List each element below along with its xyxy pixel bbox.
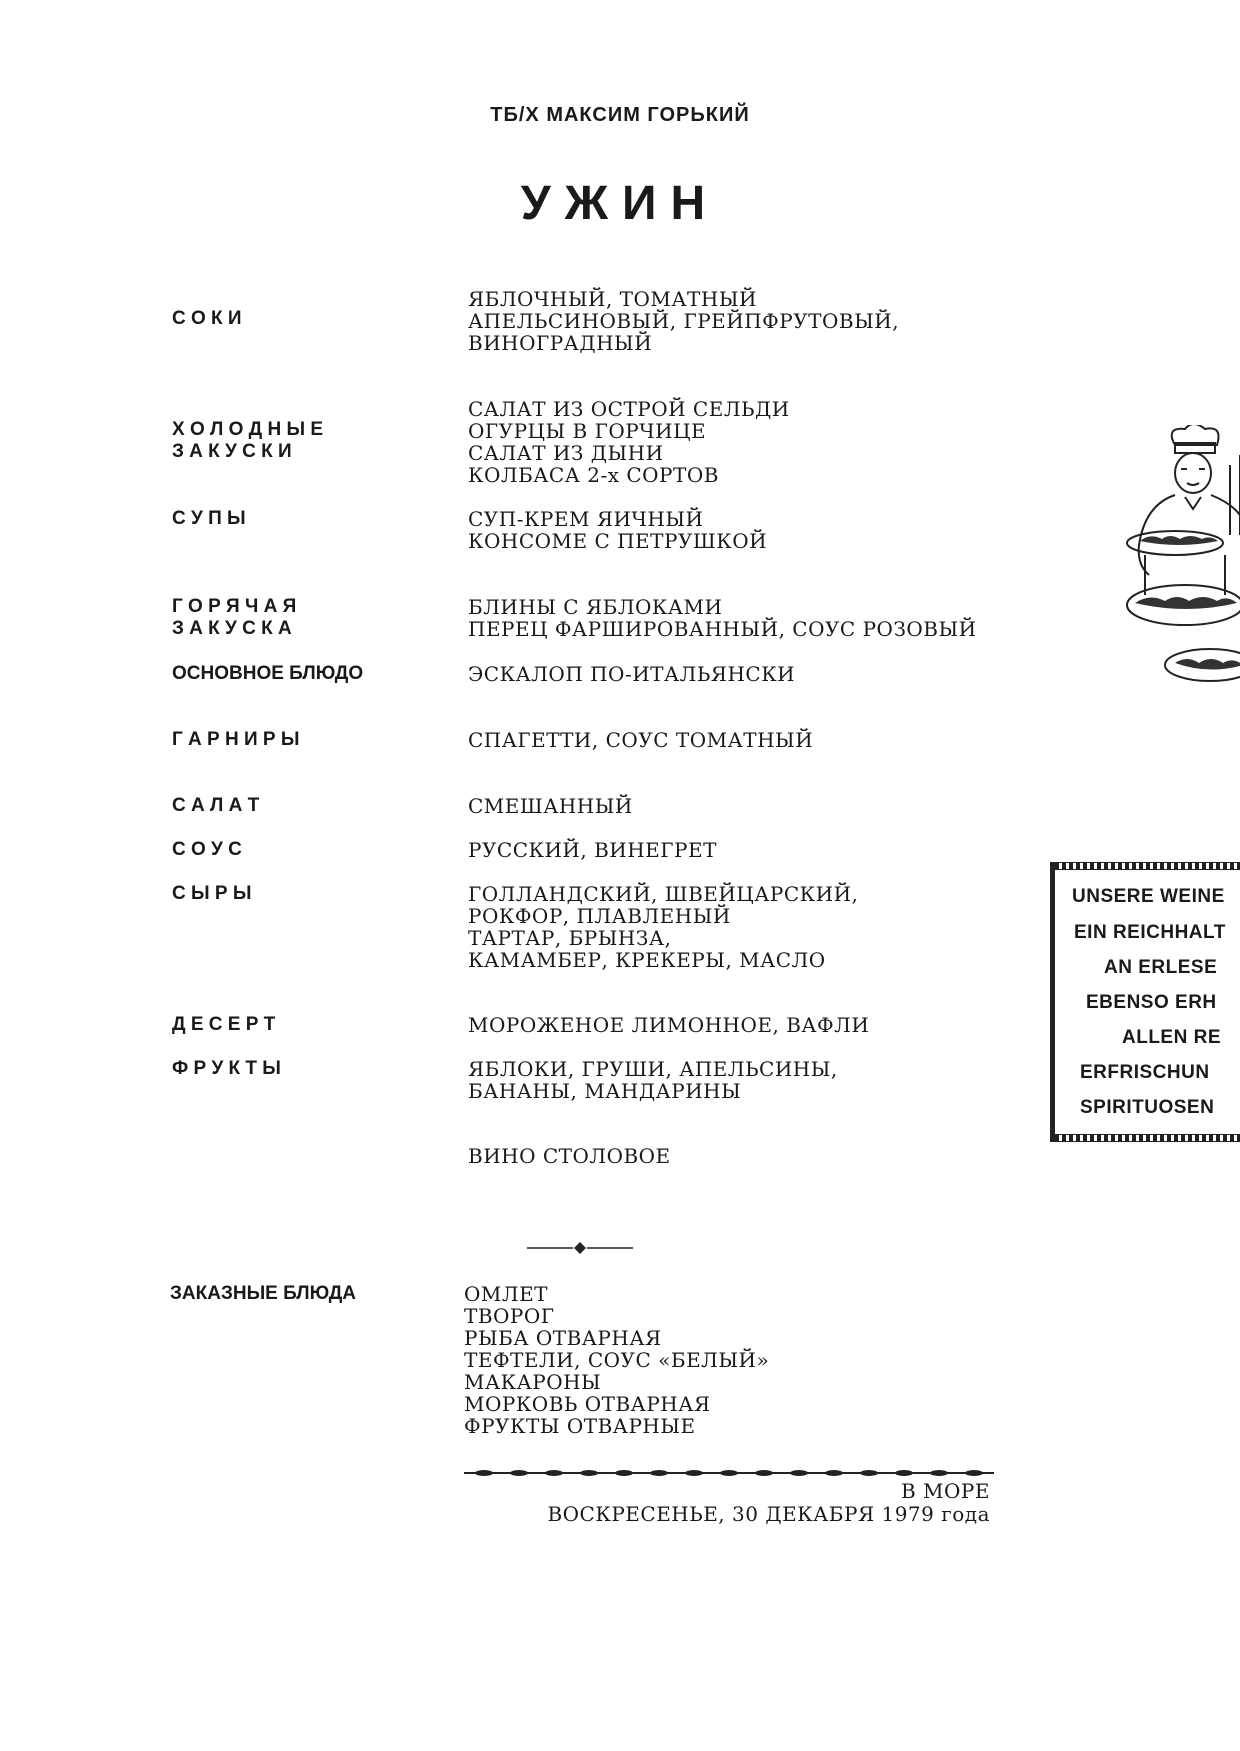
section-label-cold-appetizers: Х О Л О Д Н Ы Е З А К У С К И bbox=[172, 419, 324, 462]
menu-item: ЯБЛОЧНЫЙ, ТОМАТНЫЙ bbox=[468, 287, 757, 311]
section-items-salad bbox=[468, 795, 1028, 817]
menu-item: КОЛБАСА 2-х СОРТОВ bbox=[468, 463, 719, 487]
section-items-main-course bbox=[468, 663, 1028, 685]
menu-item: ЯБЛОКИ, ГРУШИ, АПЕЛЬСИНЫ, bbox=[468, 1057, 838, 1081]
menu-item: ВИНОГРАДНЫЙ bbox=[468, 331, 653, 355]
section-label-hot-appetizer: Г О Р Я Ч А Я З А К У С К А bbox=[172, 596, 297, 639]
footer-location: В МОРЕ bbox=[901, 1479, 990, 1503]
panel-line: UNSERE WEINE bbox=[1072, 886, 1225, 907]
panel-line: EIN REICHHALT bbox=[1074, 922, 1226, 943]
ship-name: ТБ/Х МАКСИМ ГОРЬКИЙ bbox=[490, 104, 750, 126]
section-items-soups bbox=[468, 508, 1028, 552]
menu-item: РЫБА ОТВАРНАЯ bbox=[464, 1326, 662, 1350]
section-label-main-course: ОСНОВНОЕ БЛЮДО bbox=[172, 663, 364, 684]
menu-item: МОРКОВЬ ОТВАРНАЯ bbox=[464, 1392, 711, 1416]
ornamental-rule-icon bbox=[464, 1466, 994, 1480]
section-label-soups: С У П Ы bbox=[172, 508, 246, 529]
menu-item: ГОЛЛАНДСКИЙ, ШВЕЙЦАРСКИЙ, bbox=[468, 882, 859, 906]
menu-item: ОМЛЕТ bbox=[464, 1282, 549, 1306]
menu-item: ВИНО СТОЛОВОЕ bbox=[468, 1144, 671, 1168]
section-label-order-dishes: ЗАКАЗНЫЕ БЛЮДА bbox=[170, 1283, 357, 1304]
section-items-sauce bbox=[468, 839, 1028, 861]
meal-title: УЖИН bbox=[520, 177, 720, 230]
menu-item: РУССКИЙ, ВИНЕГРЕТ bbox=[468, 838, 717, 862]
menu-item: КОНСОМЕ С ПЕТРУШКОЙ bbox=[468, 529, 768, 553]
menu-item: СУП-КРЕМ ЯИЧНЫЙ bbox=[468, 507, 704, 531]
diamond-divider-icon bbox=[525, 1240, 635, 1256]
menu-item: СПАГЕТТИ, СОУС ТОМАТНЫЙ bbox=[468, 728, 814, 752]
menu-item: МАКАРОНЫ bbox=[464, 1370, 602, 1394]
menu-item: БАНАНЫ, МАНДАРИНЫ bbox=[468, 1079, 742, 1103]
section-items-cheeses bbox=[468, 883, 1028, 971]
menu-item: РОКФОР, ПЛАВЛЕНЫЙ bbox=[468, 904, 731, 928]
section-items-juices bbox=[468, 288, 1028, 354]
menu-item: БЛИНЫ С ЯБЛОКАМИ bbox=[468, 595, 723, 619]
menu-item: ТВОРОГ bbox=[464, 1304, 555, 1328]
section-items-garnish bbox=[468, 729, 1028, 751]
menu-item: ОГУРЦЫ В ГОРЧИЦЕ bbox=[468, 419, 707, 443]
menu-item: САЛАТ ИЗ ДЫНИ bbox=[468, 441, 664, 465]
panel-line: ALLEN RE bbox=[1122, 1027, 1221, 1048]
section-label-salad: С А Л А Т bbox=[172, 795, 260, 816]
footer-date: ВОСКРЕСЕНЬЕ, 30 ДЕКАБРЯ 1979 года bbox=[547, 1502, 990, 1526]
menu-item: ТЕФТЕЛИ, СОУС «БЕЛЫЙ» bbox=[464, 1348, 770, 1372]
panel-border-bottom bbox=[1055, 1134, 1240, 1142]
section-label-garnish: Г А Р Н И Р Ы bbox=[172, 729, 300, 750]
section-items-hot-appetizer bbox=[468, 596, 1028, 640]
menu-item: КАМАМБЕР, КРЕКЕРЫ, МАСЛО bbox=[468, 948, 826, 972]
panel-line: SPIRITUOSEN bbox=[1080, 1097, 1215, 1118]
section-label-cheeses: С Ы Р Ы bbox=[172, 883, 252, 904]
menu-item: АПЕЛЬСИНОВЫЙ, ГРЕЙПФРУТОВЫЙ, bbox=[468, 309, 900, 333]
menu-item: СМЕШАННЫЙ bbox=[468, 794, 633, 818]
section-items-dessert bbox=[468, 1014, 1028, 1036]
menu-item: ТАРТАР, БРЫНЗА, bbox=[468, 926, 672, 950]
table-wine bbox=[468, 1145, 1028, 1167]
section-items-order-dishes bbox=[464, 1283, 1024, 1437]
menu-item: МОРОЖЕНОЕ ЛИМОННОЕ, ВАФЛИ bbox=[468, 1013, 870, 1037]
section-items-fruits bbox=[468, 1058, 1028, 1102]
section-label-juices: С О К И bbox=[172, 308, 242, 329]
panel-line: EBENSO ERH bbox=[1086, 992, 1217, 1013]
menu-item: ЭСКАЛОП ПО-ИТАЛЬЯНСКИ bbox=[468, 662, 796, 686]
menu-item: САЛАТ ИЗ ОСТРОЙ СЕЛЬДИ bbox=[468, 397, 790, 421]
section-items-cold-appetizers bbox=[468, 398, 1028, 486]
menu-item: ФРУКТЫ ОТВАРНЫЕ bbox=[464, 1414, 696, 1438]
panel-line: AN ERLESE bbox=[1104, 957, 1218, 978]
section-label-dessert: Д Е С Е Р Т bbox=[172, 1014, 276, 1035]
chef-with-platters-icon bbox=[1115, 425, 1240, 695]
panel-line: ERFRISCHUN bbox=[1080, 1062, 1210, 1083]
section-label-fruits: Ф Р У К Т Ы bbox=[172, 1058, 281, 1079]
menu-item: ПЕРЕЦ ФАРШИРОВАННЫЙ, СОУС РОЗОВЫЙ bbox=[468, 617, 977, 641]
section-label-sauce: С О У С bbox=[172, 839, 242, 860]
